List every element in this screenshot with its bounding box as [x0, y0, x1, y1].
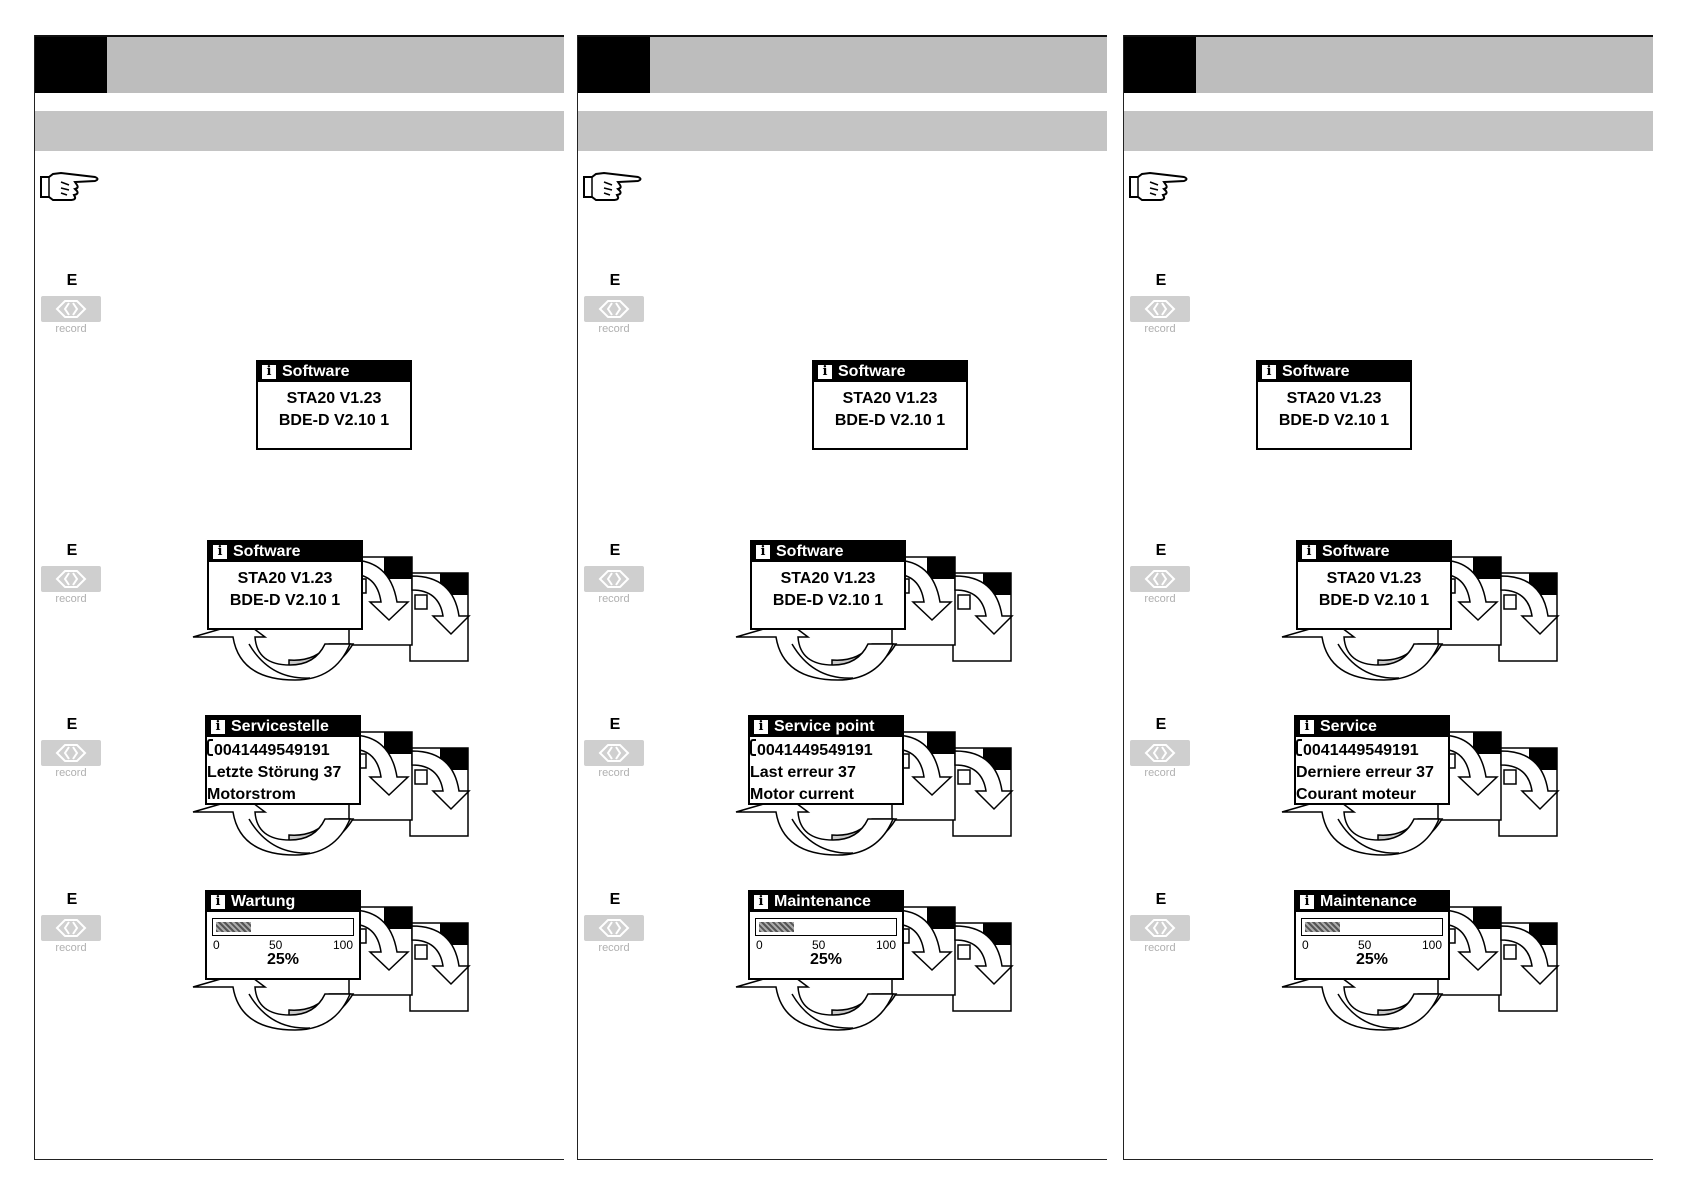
- record-logo-text: record: [598, 767, 630, 779]
- maintenance-progress-bar: [755, 918, 897, 936]
- info-icon: i: [754, 895, 768, 909]
- record-logo-icon: [1130, 915, 1190, 954]
- error-description-line: Motorstrom: [207, 786, 296, 803]
- record-logo-text: record: [598, 593, 630, 605]
- maintenance-scale: [213, 938, 353, 952]
- record-logo-text: record: [598, 323, 630, 335]
- scale-tick-50: 50: [812, 938, 826, 952]
- lcd-line-1: STA20 V1.23: [1326, 570, 1422, 587]
- phone-icon: [750, 739, 756, 756]
- scale-tick-50: 50: [1358, 938, 1372, 952]
- phone-icon: [207, 739, 213, 756]
- maintenance-progress-fill: [216, 922, 251, 932]
- record-logo-text: record: [1144, 942, 1176, 954]
- scale-tick-0: 0: [1302, 938, 1309, 952]
- maintenance-screen: [205, 890, 361, 980]
- phone-number-line: [207, 739, 359, 762]
- scale-tick-100: 100: [332, 938, 353, 952]
- section-number-block: [35, 37, 107, 93]
- info-icon: i: [754, 720, 768, 734]
- info-icon: i: [756, 545, 770, 559]
- e-key-label: E: [1155, 716, 1167, 733]
- e-key-label: E: [609, 716, 621, 733]
- software-screen: [812, 360, 968, 450]
- lcd-line-2: BDE-D V2.10 1: [229, 592, 341, 609]
- info-icon: i: [213, 545, 227, 559]
- info-icon: i: [262, 365, 276, 379]
- record-logo-icon: [584, 566, 644, 605]
- record-logo-text: record: [55, 323, 87, 335]
- service-screen: [205, 715, 361, 805]
- scale-tick-0: 0: [213, 938, 220, 952]
- language-column-fr: [1123, 35, 1653, 1160]
- record-logo-text: record: [55, 593, 87, 605]
- e-key-label: E: [609, 272, 621, 289]
- scale-tick-0: 0: [756, 938, 763, 952]
- lcd-title: [1296, 892, 1448, 912]
- record-logo-text: record: [55, 767, 87, 779]
- record-logo-icon: [41, 566, 101, 605]
- pointing-hand-icon: [582, 171, 644, 208]
- lcd-title: [258, 362, 410, 382]
- scale-tick-100: 100: [1421, 938, 1442, 952]
- maintenance-percent: 25%: [266, 951, 300, 968]
- scale-tick-100: 100: [875, 938, 896, 952]
- lcd-title: [207, 717, 359, 737]
- section-number-block: [1124, 37, 1196, 93]
- phone-number-line: [1296, 739, 1448, 762]
- lcd-line-2: BDE-D V2.10 1: [834, 412, 946, 429]
- lcd-line-1: STA20 V1.23: [286, 390, 382, 407]
- software-screen: [1256, 360, 1412, 450]
- maintenance-scale: [1302, 938, 1442, 952]
- section-header-bar: [35, 35, 564, 93]
- lcd-title-text: Service: [1320, 718, 1377, 735]
- info-icon: i: [1300, 720, 1314, 734]
- lcd-title: [750, 892, 902, 912]
- maintenance-progress-fill: [1305, 922, 1340, 932]
- phone-number: 0041449549191: [214, 742, 330, 759]
- lcd-line-1: STA20 V1.23: [780, 570, 876, 587]
- info-icon: i: [1300, 895, 1314, 909]
- language-column-en: [577, 35, 1107, 1160]
- info-icon: i: [1302, 545, 1316, 559]
- info-icon: i: [818, 365, 832, 379]
- language-column-de: [34, 35, 564, 1160]
- phone-number: 0041449549191: [1303, 742, 1419, 759]
- lcd-title-text: Software: [776, 543, 844, 560]
- maintenance-progress-bar: [212, 918, 354, 936]
- record-logo-text: record: [598, 942, 630, 954]
- e-key-label: E: [609, 542, 621, 559]
- lcd-line-1: STA20 V1.23: [842, 390, 938, 407]
- record-logo-text: record: [55, 942, 87, 954]
- lcd-title: [207, 892, 359, 912]
- record-logo-text: record: [1144, 323, 1176, 335]
- info-icon: i: [211, 895, 225, 909]
- subsection-header-bar: [578, 111, 1107, 151]
- lcd-line-2: BDE-D V2.10 1: [278, 412, 390, 429]
- lcd-line-2: BDE-D V2.10 1: [1278, 412, 1390, 429]
- lcd-title-text: Software: [1282, 363, 1350, 380]
- lcd-title-text: Wartung: [231, 893, 296, 910]
- phone-icon: [1296, 739, 1302, 756]
- record-logo-icon: [41, 915, 101, 954]
- lcd-title: [814, 362, 966, 382]
- service-screen: [1294, 715, 1450, 805]
- record-logo-icon: [584, 296, 644, 335]
- pointing-hand-icon: [1128, 171, 1190, 208]
- record-logo-icon: [1130, 566, 1190, 605]
- maintenance-progress-bar: [1301, 918, 1443, 936]
- lcd-title-text: Software: [1322, 543, 1390, 560]
- lcd-title: [209, 542, 361, 562]
- lcd-title: [1258, 362, 1410, 382]
- lcd-title: [752, 542, 904, 562]
- maintenance-screen: [1294, 890, 1450, 980]
- lcd-title-text: Maintenance: [774, 893, 871, 910]
- lcd-title-text: Software: [233, 543, 301, 560]
- software-screen-cycle: [207, 540, 363, 630]
- section-number-block: [578, 37, 650, 93]
- subsection-header-bar: [1124, 111, 1653, 151]
- lcd-title-text: Servicestelle: [231, 718, 329, 735]
- e-key-label: E: [66, 272, 78, 289]
- lcd-title-text: Software: [838, 363, 906, 380]
- software-screen-cycle: [1296, 540, 1452, 630]
- error-description-line: Courant moteur: [1296, 786, 1416, 803]
- lcd-line-2: BDE-D V2.10 1: [772, 592, 884, 609]
- record-logo-text: record: [1144, 593, 1176, 605]
- maintenance-percent: 25%: [1355, 951, 1389, 968]
- lcd-title: [1296, 717, 1448, 737]
- record-logo-icon: [1130, 740, 1190, 779]
- maintenance-percent: 25%: [809, 951, 843, 968]
- e-key-label: E: [66, 716, 78, 733]
- lcd-title-text: Service point: [774, 718, 875, 735]
- e-key-label: E: [609, 891, 621, 908]
- record-logo-icon: [584, 740, 644, 779]
- error-description-line: Motor current: [750, 786, 854, 803]
- pointing-hand-icon: [39, 171, 101, 208]
- section-header-bar: [1124, 35, 1653, 93]
- maintenance-screen: [748, 890, 904, 980]
- record-logo-icon: [41, 296, 101, 335]
- last-error-line: Last erreur 37: [750, 764, 856, 781]
- info-icon: i: [211, 720, 225, 734]
- info-icon: i: [1262, 365, 1276, 379]
- software-screen: [256, 360, 412, 450]
- e-key-label: E: [1155, 891, 1167, 908]
- record-logo-icon: [41, 740, 101, 779]
- phone-number-line: [750, 739, 902, 762]
- lcd-title-text: Software: [282, 363, 350, 380]
- record-logo-text: record: [1144, 767, 1176, 779]
- scale-tick-50: 50: [269, 938, 283, 952]
- phone-number: 0041449549191: [757, 742, 873, 759]
- record-logo-icon: [584, 915, 644, 954]
- maintenance-scale: [756, 938, 896, 952]
- subsection-header-bar: [35, 111, 564, 151]
- e-key-label: E: [66, 542, 78, 559]
- section-header-bar: [578, 35, 1107, 93]
- last-error-line: Letzte Störung 37: [207, 764, 342, 781]
- lcd-line-2: BDE-D V2.10 1: [1318, 592, 1430, 609]
- e-key-label: E: [66, 891, 78, 908]
- lcd-line-1: STA20 V1.23: [237, 570, 333, 587]
- last-error-line: Derniere erreur 37: [1296, 764, 1434, 781]
- lcd-title: [1298, 542, 1450, 562]
- e-key-label: E: [1155, 542, 1167, 559]
- service-screen: [748, 715, 904, 805]
- maintenance-progress-fill: [759, 922, 794, 932]
- record-logo-icon: [1130, 296, 1190, 335]
- software-screen-cycle: [750, 540, 906, 630]
- lcd-line-1: STA20 V1.23: [1286, 390, 1382, 407]
- lcd-title-text: Maintenance: [1320, 893, 1417, 910]
- lcd-title: [750, 717, 902, 737]
- e-key-label: E: [1155, 272, 1167, 289]
